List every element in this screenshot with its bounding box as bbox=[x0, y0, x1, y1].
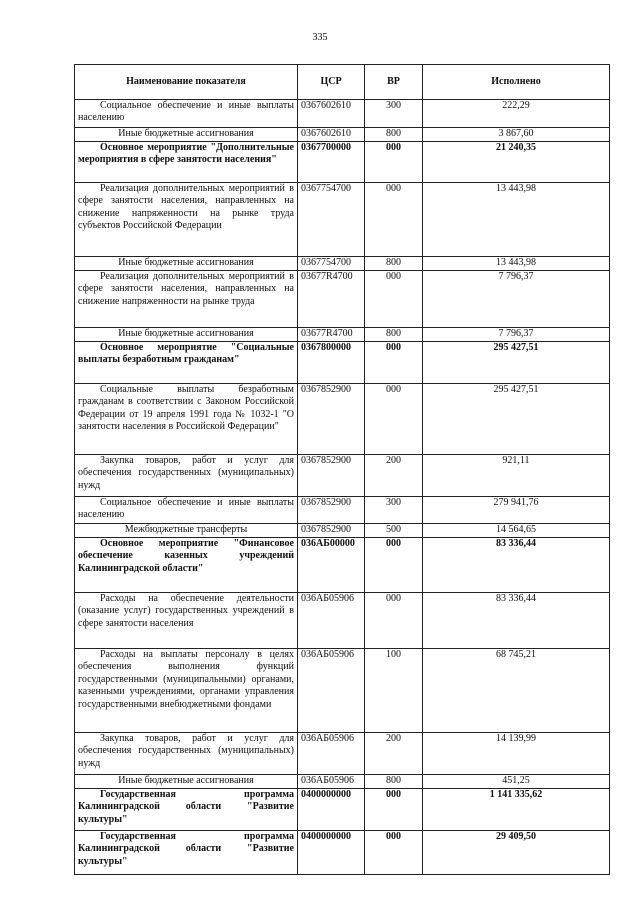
table-row bbox=[75, 183, 610, 257]
row-vr: 000 bbox=[365, 593, 423, 649]
row-sum: 83 336,44 bbox=[423, 538, 610, 593]
row-vr: 000 bbox=[365, 271, 423, 328]
header-sum: Исполнено bbox=[423, 65, 610, 100]
row-name: Иные бюджетные ассигнования bbox=[75, 257, 298, 271]
row-sum: 451,25 bbox=[423, 775, 610, 789]
row-csr: 0400000000 bbox=[298, 831, 365, 875]
row-sum: 295 427,51 bbox=[423, 384, 610, 455]
row-name: Расходы на обеспечение деятельности (оказание услуг) государственных учреждений в сфере занятости населения bbox=[75, 593, 298, 649]
row-csr: 0367754700 bbox=[298, 257, 365, 271]
row-vr: 000 bbox=[365, 831, 423, 875]
row-sum: 3 867,60 bbox=[423, 128, 610, 142]
row-sum: 279 941,76 bbox=[423, 497, 610, 524]
row-name: Закупка товаров, работ и услуг для обеспечения государственных (муниципальных) нужд bbox=[75, 733, 298, 775]
row-sum: 295 427,51 bbox=[423, 342, 610, 384]
row-name: Основное мероприятие "Финансовое обеспечение казенных учреждений Калининградской области" bbox=[75, 538, 298, 593]
row-sum: 21 240,35 bbox=[423, 142, 610, 183]
row-name: Основное мероприятие "Социальные выплаты безработным гражданам" bbox=[75, 342, 298, 384]
row-vr: 800 bbox=[365, 128, 423, 142]
row-vr: 500 bbox=[365, 524, 423, 538]
row-name: Иные бюджетные ассигнования bbox=[75, 775, 298, 789]
row-sum: 83 336,44 bbox=[423, 593, 610, 649]
table-header-row bbox=[75, 65, 610, 100]
table-row bbox=[75, 271, 610, 328]
row-name: Государственная программа Калининградской области "Развитие культуры" bbox=[75, 831, 298, 875]
row-csr: 036АБ05906 bbox=[298, 593, 365, 649]
row-vr: 000 bbox=[365, 384, 423, 455]
table-row bbox=[75, 538, 610, 593]
row-csr: 0367852900 bbox=[298, 524, 365, 538]
header-csr: ЦСР bbox=[298, 65, 365, 100]
row-vr: 000 bbox=[365, 183, 423, 257]
budget-table bbox=[74, 64, 610, 875]
row-csr: 036АБ05906 bbox=[298, 775, 365, 789]
row-name: Межбюджетные трансферты bbox=[75, 524, 298, 538]
table-row bbox=[75, 384, 610, 455]
row-sum: 29 409,50 bbox=[423, 831, 610, 875]
table-row bbox=[75, 128, 610, 142]
row-csr: 0367602610 bbox=[298, 128, 365, 142]
table-row bbox=[75, 733, 610, 775]
row-vr: 300 bbox=[365, 497, 423, 524]
row-name: Закупка товаров, работ и услуг для обеспечения государственных (муниципальных) нужд bbox=[75, 455, 298, 497]
row-csr: 0367602610 bbox=[298, 100, 365, 128]
row-vr: 000 bbox=[365, 538, 423, 593]
header-vr: ВР bbox=[365, 65, 423, 100]
row-name: Реализация дополнительных мероприятий в сфере занятости населения, направленных на снижение напряженности на рынке труда bbox=[75, 271, 298, 328]
row-vr: 200 bbox=[365, 733, 423, 775]
header-name: Наименование показателя bbox=[75, 65, 298, 100]
row-csr: 036АБ05906 bbox=[298, 649, 365, 733]
row-csr: 036АБ05906 bbox=[298, 733, 365, 775]
row-vr: 200 bbox=[365, 455, 423, 497]
table-row bbox=[75, 649, 610, 733]
table-row bbox=[75, 497, 610, 524]
table-row bbox=[75, 593, 610, 649]
row-csr: 03677R4700 bbox=[298, 271, 365, 328]
row-name: Социальное обеспечение и иные выплаты населению bbox=[75, 497, 298, 524]
row-sum: 222,29 bbox=[423, 100, 610, 128]
row-csr: 0400000000 bbox=[298, 789, 365, 831]
table-row bbox=[75, 257, 610, 271]
row-name: Реализация дополнительных мероприятий в сфере занятости населения, направленных на снижение напряженности на рынке труда субъектов Российской Федерации bbox=[75, 183, 298, 257]
row-csr: 036АБ00000 bbox=[298, 538, 365, 593]
row-csr: 0367700000 bbox=[298, 142, 365, 183]
row-sum: 7 796,37 bbox=[423, 271, 610, 328]
row-csr: 0367754700 bbox=[298, 183, 365, 257]
row-name: Иные бюджетные ассигнования bbox=[75, 128, 298, 142]
row-sum: 13 443,98 bbox=[423, 183, 610, 257]
row-csr: 0367852900 bbox=[298, 455, 365, 497]
row-sum: 13 443,98 bbox=[423, 257, 610, 271]
row-name: Социальные выплаты безработным гражданам в соответствии с Законом Российской Федерации от 19 апреля 1991 года № 1032-1 "О занятости населения в Российской Федерации" bbox=[75, 384, 298, 455]
row-sum: 7 796,37 bbox=[423, 328, 610, 342]
row-vr: 800 bbox=[365, 257, 423, 271]
row-name: Государственная программа Калининградской области "Развитие культуры" bbox=[75, 789, 298, 831]
table-row bbox=[75, 328, 610, 342]
page-number: 335 bbox=[312, 32, 328, 43]
row-name: Основное мероприятие "Дополнительные мероприятия в сфере занятости населения" bbox=[75, 142, 298, 183]
row-sum: 14 564,65 bbox=[423, 524, 610, 538]
row-csr: 0367800000 bbox=[298, 342, 365, 384]
row-vr: 100 bbox=[365, 649, 423, 733]
row-csr: 0367852900 bbox=[298, 384, 365, 455]
table-row bbox=[75, 455, 610, 497]
row-vr: 800 bbox=[365, 775, 423, 789]
table-row bbox=[75, 142, 610, 183]
table-row bbox=[75, 100, 610, 128]
row-csr: 0367852900 bbox=[298, 497, 365, 524]
row-vr: 000 bbox=[365, 342, 423, 384]
row-vr: 000 bbox=[365, 789, 423, 831]
row-sum: 68 745,21 bbox=[423, 649, 610, 733]
row-sum: 14 139,99 bbox=[423, 733, 610, 775]
row-name: Социальное обеспечение и иные выплаты населению bbox=[75, 100, 298, 128]
row-vr: 800 bbox=[365, 328, 423, 342]
row-name: Иные бюджетные ассигнования bbox=[75, 328, 298, 342]
table-row bbox=[75, 831, 610, 875]
row-csr: 03677R4700 bbox=[298, 328, 365, 342]
row-sum: 921,11 bbox=[423, 455, 610, 497]
table-row bbox=[75, 775, 610, 789]
row-vr: 300 bbox=[365, 100, 423, 128]
row-vr: 000 bbox=[365, 142, 423, 183]
table-row bbox=[75, 342, 610, 384]
table-row bbox=[75, 524, 610, 538]
row-name: Расходы на выплаты персоналу в целях обеспечения выполнения функций государственными (муниципальными) органами, казенными учреждениями, органами управления государственными внебюджетными фондами bbox=[75, 649, 298, 733]
row-sum: 1 141 335,62 bbox=[423, 789, 610, 831]
table-row bbox=[75, 789, 610, 831]
